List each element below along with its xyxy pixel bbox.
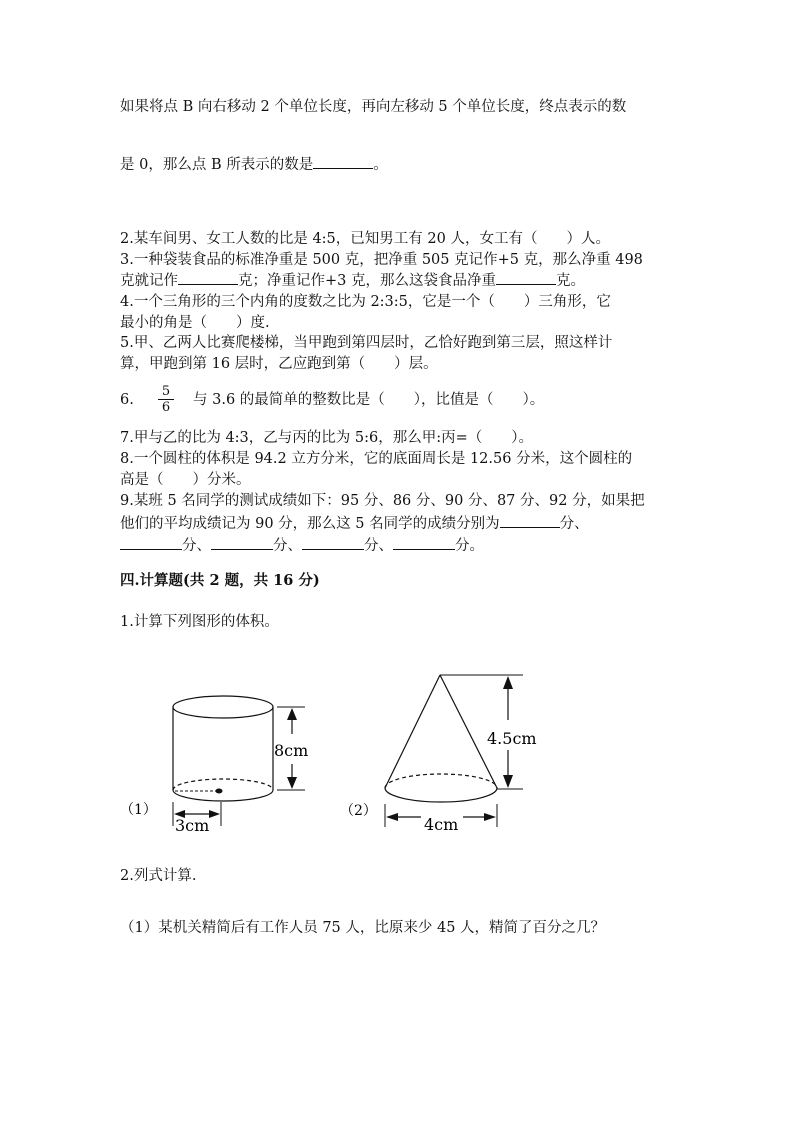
q9-sep-4: 分。: [455, 538, 484, 554]
figure-cylinder: [115, 690, 325, 840]
cylinder-center-dot: [216, 789, 223, 794]
answer-blank[interactable]: [178, 270, 238, 285]
q9-sep-1: 分、: [182, 538, 211, 554]
question-5-line-1: 5.甲、乙两人比赛爬楼梯，当甲跑到第四层时，乙恰好跑到第三层，照这样计: [120, 335, 613, 351]
arrowhead-up-icon: [503, 676, 513, 689]
answer-blank[interactable]: [393, 535, 455, 550]
cone-height-label: 4.5cm: [487, 729, 537, 748]
question-9-line-3: [120, 535, 484, 556]
question-8-line-2: 高是（ ）分米。: [120, 472, 251, 488]
intro-line-2-end: 。: [373, 157, 388, 173]
cylinder-bottom-back: [173, 779, 273, 790]
q3-text-a: 克就记作: [120, 273, 178, 289]
cylinder-bottom-front: [173, 790, 273, 801]
calc-question-2-part-1: （1）某机关精简后有工作人员 75 人，比原来少 45 人，精简了百分之几？: [120, 920, 606, 936]
answer-blank[interactable]: [211, 535, 273, 550]
cylinder-top: [173, 696, 273, 718]
intro-line-2: [120, 154, 388, 175]
question-2: 2.某车间男、女工人数的比是 4:5，已知男工有 20 人，女工有（ ）人。: [120, 231, 610, 247]
cone-diameter-label: 4cm: [424, 815, 459, 834]
question-3-line-1: 3.一种袋装食品的标准净重是 500 克，把净重 505 克记作+5 克，那么净重 498: [120, 252, 643, 268]
arrowhead-left-icon: [386, 813, 398, 821]
answer-blank[interactable]: [496, 270, 556, 285]
cone-base-back: [385, 774, 497, 788]
question-7: 7.甲与乙的比为 4:3，乙与丙的比为 5:6，那么甲:丙=（ ）。: [120, 430, 534, 446]
fraction-five-sixths: [158, 384, 174, 415]
arrowhead-up-icon: [287, 708, 297, 720]
q9-sep-3: 分、: [364, 538, 393, 554]
q3-text-b: 克；净重记作+3 克，那么这袋食品净重: [238, 273, 496, 289]
fraction-numerator: 5: [158, 384, 174, 400]
answer-blank[interactable]: [313, 154, 373, 169]
fraction-denominator: 6: [161, 400, 171, 415]
q3-text-c: 克。: [555, 273, 585, 289]
answer-blank[interactable]: [120, 535, 182, 550]
cone-base-front: [385, 788, 497, 802]
question-9-line-2: [120, 513, 589, 534]
arrowhead-down-icon: [503, 775, 513, 788]
calc-question-2: 2.列式计算.: [120, 868, 197, 884]
question-8-line-1: 8.一个圆柱的体积是 94.2 立方分米，它的底面周长是 12.56 分米，这个圆柱的: [120, 451, 633, 467]
question-5-line-2: 算，甲跑到第 16 层时，乙应跑到第（ ）层。: [120, 356, 438, 372]
intro-line-1: 如果将点 B 向右移动 2 个单位长度，再向左移动 5 个单位长度，终点表示的数: [120, 99, 627, 115]
question-6-number: 6.: [120, 392, 134, 408]
intro-line-2-text: 是 0，那么点 B 所表示的数是: [120, 157, 314, 173]
figure-cone: [335, 668, 545, 843]
question-3-line-2: [120, 270, 585, 291]
question-9-line-1: 9.某班 5 名同学的测试成绩如下：95 分、86 分、90 分、87 分、92 分，如果把: [120, 493, 645, 509]
answer-blank[interactable]: [302, 535, 364, 550]
cone-left-edge: [385, 675, 440, 788]
q9-sep-2: 分、: [273, 538, 302, 554]
question-6-text: 与 3.6 的最简单的整数比是（ ），比值是（ ）。: [193, 392, 545, 408]
cylinder-height-label: 8cm: [274, 741, 309, 760]
question-4-line-1: 4.一个三角形的三个内角的度数之比为 2:3:5，它是一个（ ）三角形，它: [120, 294, 611, 310]
section-4-heading: 四.计算题(共 2 题，共 16 分): [120, 572, 320, 589]
q9-text-b: 分、: [559, 516, 589, 532]
answer-blank[interactable]: [500, 513, 560, 528]
arrowhead-right-icon: [484, 813, 496, 821]
q9-text-a: 他们的平均成绩记为 90 分，那么这 5 名同学的成绩分别为: [120, 516, 500, 532]
calc-question-1: 1.计算下列图形的体积。: [120, 614, 279, 630]
arrowhead-right-icon: [209, 810, 220, 818]
cylinder-radius-label: 3cm: [175, 816, 210, 835]
figure-1-label: （1）: [120, 802, 157, 818]
figure-2-label: （2）: [340, 803, 377, 819]
arrowhead-down-icon: [287, 777, 297, 789]
question-4-line-2: 最小的角是（ ）度.: [120, 315, 270, 331]
